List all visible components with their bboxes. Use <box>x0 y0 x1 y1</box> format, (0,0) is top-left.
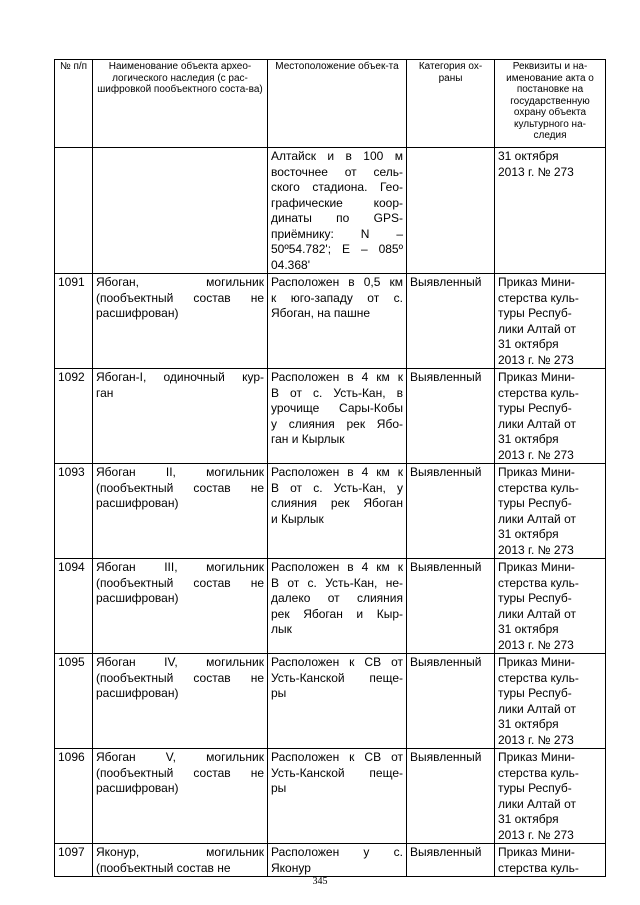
cell-requisites <box>495 274 606 369</box>
cell-text-line: стерства куль- <box>498 480 579 495</box>
cell-text-line: туры Респуб- <box>498 591 572 605</box>
cell-text-line: 04.368' <box>271 257 310 272</box>
cell-text-line: ры <box>271 686 287 700</box>
cell-num: 1096 <box>55 749 93 844</box>
cell-text-line: Яконур <box>271 860 311 875</box>
cell-text-line: Усть-Канской пеще- <box>271 670 403 685</box>
cell-location <box>268 274 407 369</box>
cell-text-line: Ябоган IV, могильник <box>96 655 264 669</box>
cell-name <box>93 464 268 559</box>
cell-text-line: 2013 г. № 273 <box>498 447 574 462</box>
table-row <box>55 464 606 559</box>
cell-num: 1097 <box>55 844 93 877</box>
table-row-continuation <box>55 148 606 274</box>
cell-requisites <box>495 844 606 877</box>
cell-num <box>55 148 93 274</box>
cell-text-line: лики Алтай от <box>498 511 576 526</box>
cell-text-line: Расположен к СВ от <box>271 750 403 764</box>
cell-text-line: рек Ябоган и Кыр- <box>271 606 403 621</box>
table-row <box>55 559 606 654</box>
cell-text-line: Алтайск и в 100 м <box>271 149 403 163</box>
cell-text-line: Ябоган V, могильник <box>96 750 264 764</box>
cell-text-line: стерства куль- <box>498 385 579 400</box>
cell-requisites <box>495 749 606 844</box>
cell-text-line: ган и Кырлык <box>271 432 345 446</box>
table-row <box>55 844 606 877</box>
cell-text-line: урочище Сары-Кобы <box>271 401 403 415</box>
cell-text-line: Ябоган, могильник <box>96 275 264 289</box>
cell-text-line: стерства куль- <box>498 765 579 780</box>
cell-num: 1091 <box>55 274 93 369</box>
cell-text-line: ры <box>271 781 287 795</box>
cell-text-line: далеко от слияния <box>271 591 403 605</box>
cell-requisites <box>495 654 606 749</box>
cell-text-line: лык <box>271 622 292 636</box>
table-body <box>55 148 606 877</box>
cell-text-line: Расположен в 4 км к <box>271 370 403 384</box>
cell-location <box>268 654 407 749</box>
cell-text-line: (пообъектный состав не <box>96 670 264 685</box>
cell-text-line: туры Респуб- <box>498 306 572 320</box>
header-location: Местоположение объек-та <box>268 60 407 148</box>
cell-text-line: В от с. Усть-Кан, в <box>271 385 403 400</box>
cell-category <box>407 148 495 274</box>
cell-name <box>93 274 268 369</box>
cell-text-line: расшифрован) <box>96 306 179 320</box>
cell-text-line: приёмнику: N – <box>271 226 403 241</box>
cell-text-line: расшифрован) <box>96 781 179 795</box>
cell-text-line: Расположен в 0,5 км <box>271 275 403 289</box>
cell-text-line: 2013 г. № 273 <box>498 732 574 747</box>
cell-text-line: туры Респуб- <box>498 496 572 510</box>
cell-text-line: Приказ Мини- <box>498 370 575 384</box>
cell-text-line: стерства куль- <box>498 290 579 305</box>
cell-text-line: (пообъектный состав не <box>96 765 264 780</box>
cell-num: 1092 <box>55 369 93 464</box>
cell-text-line: расшифрован) <box>96 496 179 510</box>
page-number: 345 <box>312 876 328 887</box>
cell-text-line: Расположен в 4 км к <box>271 465 403 479</box>
cell-requisites <box>495 464 606 559</box>
cell-location <box>268 148 407 274</box>
cell-text-line: стерства куль- <box>498 670 579 685</box>
cell-text-line: к юго-западу от с. <box>271 290 403 305</box>
cell-text-line: Яконур, могильник <box>96 845 264 859</box>
cell-text-line: 31 октября <box>498 432 559 446</box>
cell-text-line: В от с. Усть-Кан, у <box>271 480 403 495</box>
cell-text-line: лики Алтай от <box>498 321 576 336</box>
cell-name <box>93 148 268 274</box>
cell-text-line: и Кырлык <box>271 511 324 526</box>
cell-text-line: динаты по GPS- <box>271 211 403 225</box>
header-requisites: Реквизиты и на-именование акта о постановке на государственную охрану объекта культурного на-следия <box>495 60 606 148</box>
cell-text-line: 31 октября <box>498 149 559 163</box>
cell-category: Выявленный <box>407 654 495 749</box>
cell-text-line: расшифрован) <box>96 591 179 605</box>
cell-text-line: восточнее от сель- <box>271 164 403 179</box>
cell-text-line: у слияния рек Ябо- <box>271 416 403 431</box>
table-row <box>55 274 606 369</box>
cell-text-line: Приказ Мини- <box>498 465 575 479</box>
cell-text-line: 31 октября <box>498 527 559 541</box>
cell-num: 1095 <box>55 654 93 749</box>
cell-name <box>93 844 268 877</box>
cell-text-line: стерства куль- <box>498 575 579 590</box>
cell-text-line: Приказ Мини- <box>498 560 575 574</box>
table-row <box>55 369 606 464</box>
cell-location <box>268 559 407 654</box>
table-row <box>55 749 606 844</box>
cell-text-line: ган <box>96 385 114 400</box>
cell-text-line: 31 октября <box>498 812 559 826</box>
cell-text-line: 2013 г. № 273 <box>498 637 574 652</box>
cell-text-line: Приказ Мини- <box>498 275 575 289</box>
cell-text-line: Ябоган-I, одиночный кур- <box>96 370 264 384</box>
cell-text-line: туры Респуб- <box>498 781 572 795</box>
cell-text-line: лики Алтай от <box>498 606 576 621</box>
cell-requisites <box>495 148 606 274</box>
cell-text-line: В от с. Усть-Кан, не- <box>271 575 403 590</box>
cell-text-line: Расположен к СВ от <box>271 655 403 669</box>
cell-requisites <box>495 369 606 464</box>
cell-category: Выявленный <box>407 749 495 844</box>
cell-location <box>268 464 407 559</box>
cell-text-line: ского стадиона. Гео- <box>271 180 403 194</box>
cell-text-line: 31 октября <box>498 622 559 636</box>
cell-location <box>268 369 407 464</box>
cell-text-line: 2013 г. № 273 <box>498 164 574 179</box>
heritage-register-table <box>54 59 606 877</box>
cell-category: Выявленный <box>407 559 495 654</box>
cell-num: 1094 <box>55 559 93 654</box>
cell-text-line: Приказ Мини- <box>498 750 575 764</box>
cell-num: 1093 <box>55 464 93 559</box>
cell-requisites <box>495 559 606 654</box>
cell-name <box>93 654 268 749</box>
cell-text-line: Ябоган III, могильник <box>96 560 264 574</box>
cell-text-line: (пообъектный состав не <box>96 575 264 590</box>
cell-text-line: Ябоган, на пашне <box>271 306 371 320</box>
cell-category: Выявленный <box>407 464 495 559</box>
table-row <box>55 654 606 749</box>
cell-text-line: слияния рек Ябоган <box>271 496 403 510</box>
cell-text-line: лики Алтай от <box>498 416 576 431</box>
cell-text-line: 2013 г. № 273 <box>498 542 574 557</box>
cell-text-line: расшифрован) <box>96 686 179 700</box>
cell-text-line: лики Алтай от <box>498 701 576 716</box>
cell-text-line: туры Респуб- <box>498 401 572 415</box>
cell-category: Выявленный <box>407 844 495 877</box>
cell-text-line: (пообъектный состав не <box>96 290 264 305</box>
cell-text-line: 2013 г. № 273 <box>498 352 574 367</box>
table-header-row <box>55 60 606 148</box>
header-num: № п/п <box>55 60 93 148</box>
cell-name <box>93 369 268 464</box>
cell-text-line: Приказ Мини- <box>498 655 575 669</box>
cell-text-line: туры Респуб- <box>498 686 572 700</box>
cell-location <box>268 844 407 877</box>
cell-text-line: 31 октября <box>498 717 559 731</box>
cell-text-line: графические коор- <box>271 195 403 210</box>
cell-text-line: Приказ Мини- <box>498 845 575 859</box>
cell-text-line: Усть-Канской пеще- <box>271 765 403 780</box>
cell-text-line: (пообъектный состав не <box>96 860 231 875</box>
cell-name <box>93 559 268 654</box>
cell-category: Выявленный <box>407 274 495 369</box>
cell-location <box>268 749 407 844</box>
cell-text-line: стерства куль- <box>498 860 579 875</box>
header-category: Категория ох-раны <box>407 60 495 148</box>
cell-text-line: лики Алтай от <box>498 796 576 811</box>
cell-text-line: 31 октября <box>498 337 559 351</box>
cell-category: Выявленный <box>407 369 495 464</box>
cell-text-line: 50º54.782'; Е – 085º <box>271 242 403 256</box>
cell-name <box>93 749 268 844</box>
header-name: Наименование объекта архео-логического наследия (с рас-шифровкой пообъектного соста-ва) <box>93 60 268 148</box>
cell-text-line: (пообъектный состав не <box>96 480 264 495</box>
cell-text-line: Расположен у с. <box>271 845 403 859</box>
cell-text-line: Ябоган II, могильник <box>96 465 264 479</box>
cell-text-line: 2013 г. № 273 <box>498 827 574 842</box>
cell-text-line: Расположен в 4 км к <box>271 560 403 574</box>
